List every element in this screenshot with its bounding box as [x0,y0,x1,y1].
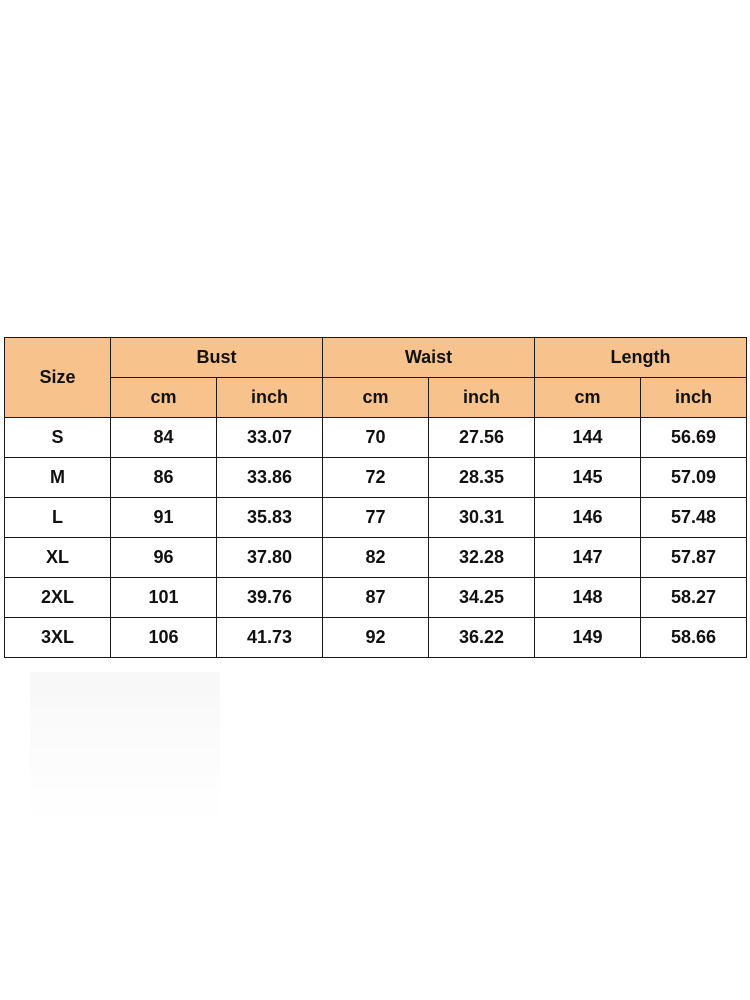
value-cell: 106 [111,618,217,658]
value-cell: 33.07 [217,418,323,458]
header-waist: Waist [323,338,535,378]
value-cell: 144 [535,418,641,458]
size-cell: 2XL [5,578,111,618]
value-cell: 101 [111,578,217,618]
value-cell: 39.76 [217,578,323,618]
table-row [5,418,747,458]
header-row-groups [5,338,747,378]
size-cell: S [5,418,111,458]
value-cell: 87 [323,578,429,618]
header-length: Length [535,338,747,378]
table-row [5,578,747,618]
value-cell: 27.56 [429,418,535,458]
size-cell: L [5,498,111,538]
value-cell: 92 [323,618,429,658]
value-cell: 77 [323,498,429,538]
unit-header: cm [323,378,429,418]
value-cell: 147 [535,538,641,578]
header-row-units [5,378,747,418]
size-cell: 3XL [5,618,111,658]
value-cell: 91 [111,498,217,538]
value-cell: 58.27 [641,578,747,618]
unit-header: inch [429,378,535,418]
table-row [5,618,747,658]
value-cell: 57.09 [641,458,747,498]
value-cell: 33.86 [217,458,323,498]
size-chart-table [4,337,747,658]
value-cell: 28.35 [429,458,535,498]
value-cell: 41.73 [217,618,323,658]
value-cell: 149 [535,618,641,658]
value-cell: 145 [535,458,641,498]
value-cell: 148 [535,578,641,618]
table-body [5,418,747,658]
value-cell: 72 [323,458,429,498]
table-row [5,458,747,498]
value-cell: 57.87 [641,538,747,578]
value-cell: 56.69 [641,418,747,458]
value-cell: 37.80 [217,538,323,578]
unit-header: cm [535,378,641,418]
value-cell: 30.31 [429,498,535,538]
value-cell: 84 [111,418,217,458]
value-cell: 70 [323,418,429,458]
table-row [5,498,747,538]
value-cell: 36.22 [429,618,535,658]
value-cell: 58.66 [641,618,747,658]
unit-header: inch [641,378,747,418]
table-header [5,338,747,418]
size-cell: XL [5,538,111,578]
value-cell: 32.28 [429,538,535,578]
value-cell: 86 [111,458,217,498]
background-smudge [30,672,220,822]
value-cell: 146 [535,498,641,538]
header-size: Size [5,338,111,418]
value-cell: 57.48 [641,498,747,538]
header-bust: Bust [111,338,323,378]
value-cell: 82 [323,538,429,578]
table-row [5,538,747,578]
unit-header: cm [111,378,217,418]
value-cell: 35.83 [217,498,323,538]
size-cell: M [5,458,111,498]
value-cell: 96 [111,538,217,578]
value-cell: 34.25 [429,578,535,618]
unit-header: inch [217,378,323,418]
